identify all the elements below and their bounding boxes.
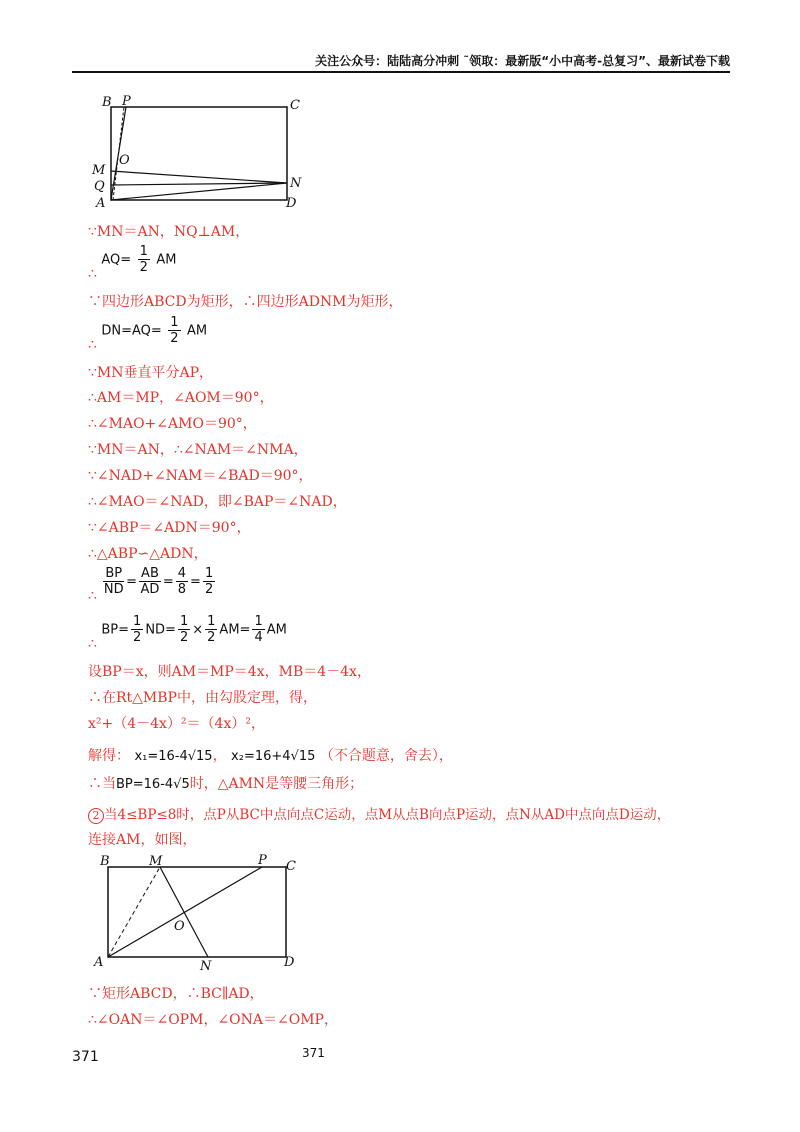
line-22: ∵矩形ABCD，∴BC∥AD， — [88, 986, 264, 1002]
segment-mn — [160, 867, 208, 957]
math-text: AM — [186, 323, 208, 339]
label-o: O — [119, 153, 130, 168]
label-n: N — [200, 959, 212, 974]
line-12: ∴△ABP∽△ADN， — [88, 546, 208, 562]
segment-mn — [111, 171, 287, 183]
line-3: ∵四边形ABCD为矩形，∴四边形ADNM为矩形， — [88, 294, 403, 310]
line-20: 2 当4≤BP≤8时，点P从BC中点向点C运动，点M从点B向点P运动，点N从AD中点向点D运动， — [88, 803, 670, 824]
math-text: AQ= — [101, 252, 132, 268]
segment-an — [111, 183, 287, 200]
line-2 — [88, 244, 177, 282]
line-5: ∵MN垂直平分AP， — [88, 365, 214, 381]
rectangle-abcd — [108, 867, 286, 957]
fraction: $\frac{AB}{AD}$ — [140, 566, 160, 597]
page-number-left: 371 — [72, 1049, 99, 1065]
fraction: $\frac{1}{2}$ — [204, 566, 214, 597]
page-header: 关注公众号：陆陆高分冲刺 ˜领取：最新版“小中高考-总复习”、最新试卷下载 — [315, 54, 730, 68]
label-q: Q — [94, 179, 105, 194]
line-1: ∵MN＝AN，NQ⊥AM， — [88, 224, 250, 240]
fraction: $\frac{1}{2}$ — [133, 614, 142, 645]
label-b: B — [102, 95, 112, 110]
fraction: $\frac{1}{2}$ — [170, 315, 179, 346]
case-number-badge: 2 — [88, 808, 104, 824]
line-6: ∴AM＝MP，∠AOM＝90°， — [88, 390, 274, 406]
fraction: $\frac{1}{2}$ — [207, 614, 216, 645]
label-b: B — [100, 854, 110, 869]
fraction: $\frac{1}{2}$ — [179, 614, 189, 645]
segment-ap — [108, 867, 262, 957]
label-a: A — [96, 196, 106, 211]
fraction: $\frac{BP}{ND}$ — [103, 566, 124, 597]
label-m: M — [149, 854, 163, 869]
line-14: ∴ BP= $\frac{1}{2}$ ND= $\frac{1}{2}$ × $\frac{1}{2}$ AM= $\frac{1}{4}$ AM — [88, 614, 287, 652]
line-18: 解得： x₁=16-4√15， x₂=16+4√15 （不合题意，舍去）， — [88, 748, 453, 764]
math-text: AM — [156, 252, 177, 268]
label-o: O — [174, 919, 185, 934]
therefore-symbol: ∴ — [88, 587, 97, 604]
line-17: x²+（4－4x）²＝（4x）²， — [88, 716, 265, 732]
label-c: C — [286, 859, 296, 874]
therefore-symbol: ∴ — [88, 336, 97, 353]
therefore-symbol: ∴ — [88, 635, 97, 652]
segment-qn — [111, 183, 287, 185]
line-23: ∴∠OAN＝∠OPM，∠ONA＝∠OMP， — [88, 1012, 338, 1028]
math-text: BP=16-4√5 — [116, 777, 190, 792]
line-8: ∵MN＝AN，∴∠NAM＝∠NMA， — [88, 442, 308, 458]
line-13: ∴ $\frac{BP}{ND}$ = $\frac{AB}{AD}$ = $\frac{4}{8}$ = $\frac{1}{2}$ — [88, 566, 214, 604]
line-9: ∵∠NAD+∠NAM＝∠BAD＝90°， — [88, 468, 313, 484]
fraction: $\frac{1}{2}$ — [139, 244, 148, 275]
math-text: DN=AQ= — [101, 323, 162, 339]
label-d: D — [286, 196, 297, 211]
figure-1 — [86, 92, 316, 214]
segment-am-dash — [108, 867, 160, 957]
line-10: ∴∠MAO＝∠NAD，即∠BAP＝∠NAD， — [88, 494, 347, 510]
label-p: P — [122, 94, 131, 109]
line-16: ∴在Rt△MBP中，由勾股定理，得， — [88, 690, 317, 706]
page-number-center: 371 — [302, 1046, 325, 1060]
solution-x1: x₁=16-4√15 — [134, 749, 213, 764]
label-c: C — [290, 98, 300, 113]
line-19: ∴当BP=16-4√5时，△AMN是等腰三角形； — [88, 776, 364, 792]
therefore-symbol: ∴ — [88, 265, 97, 282]
header-rule — [72, 71, 730, 73]
fraction: $\frac{1}{4}$ — [254, 614, 263, 645]
label-a: A — [94, 955, 104, 970]
line-7: ∴∠MAO+∠AMO＝90°， — [88, 416, 257, 432]
solution-x2: x₂=16+4√15 — [231, 749, 316, 764]
line-15: 设BP＝x，则AM＝MP＝4x，MB＝4－4x， — [88, 664, 371, 680]
line-21: 连接AM，如图， — [88, 832, 197, 848]
figure-2 — [86, 852, 316, 974]
label-n: N — [290, 176, 302, 191]
label-p: P — [258, 853, 267, 868]
line-4 — [88, 315, 208, 353]
fraction: $\frac{4}{8}$ — [177, 566, 187, 597]
label-d: D — [284, 955, 295, 970]
label-m: M — [92, 163, 106, 178]
line-11: ∵∠ABP＝∠ADN＝90°， — [88, 520, 251, 536]
